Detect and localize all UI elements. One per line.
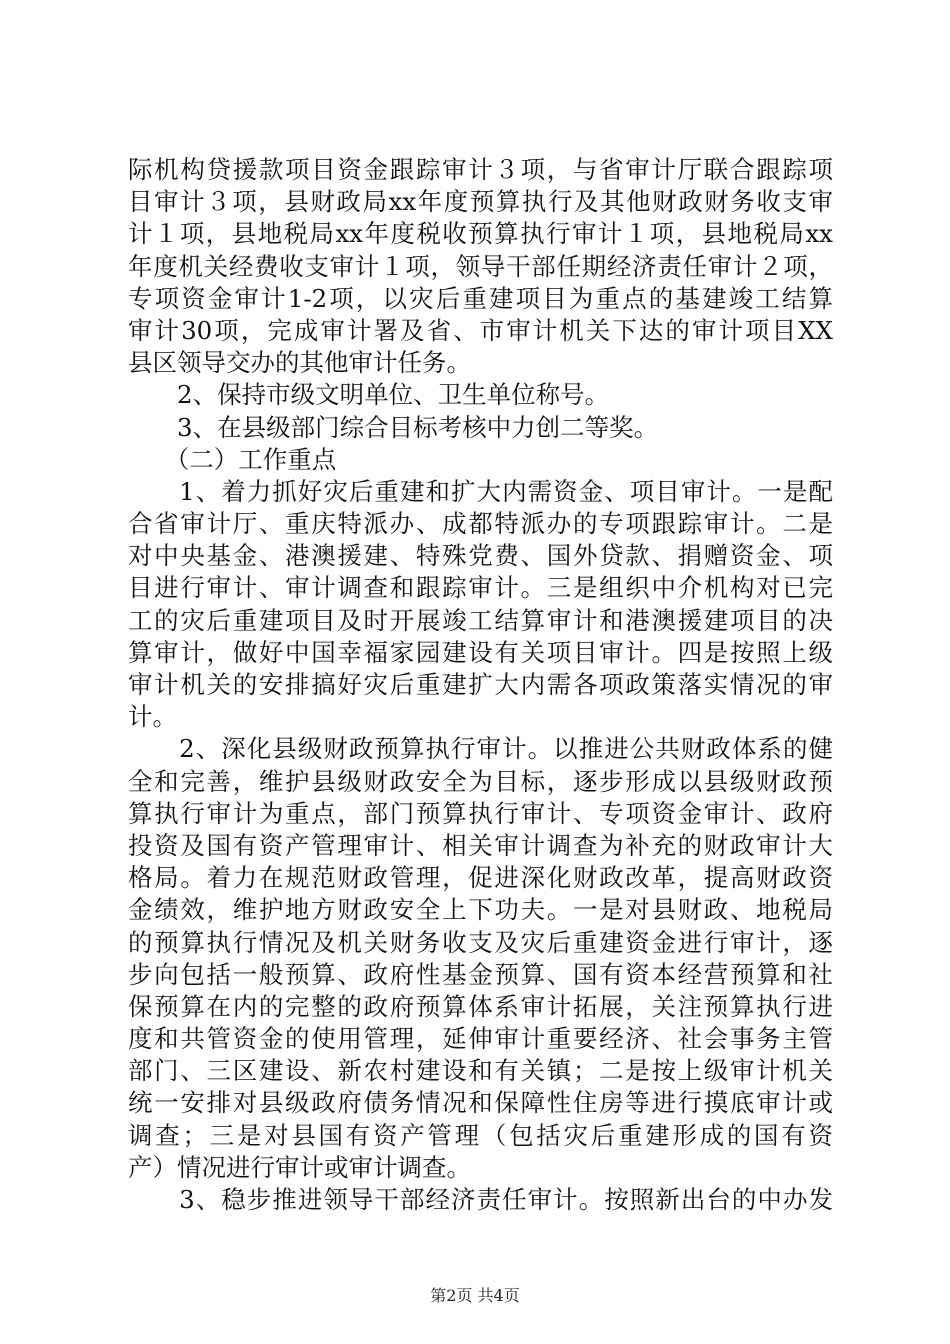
text-line: 调查；三是对县国有资产管理（包括灾后重建形成的国有资 xyxy=(128,1120,833,1150)
text-line: 产）情况进行审计或审计调查。 xyxy=(128,1152,471,1182)
document-body xyxy=(128,154,833,1216)
page-footer: 第2页 共4页 xyxy=(430,1286,520,1305)
text-line: 对中央基金、港澳援建、特殊党费、国外贷款、捐赠资金、项 xyxy=(128,541,833,571)
text-line: 格局。着力在规范财政管理，促进深化财政改革，提高财政资 xyxy=(128,863,833,893)
text-line: （二）工作重点 xyxy=(128,444,337,474)
text-line: 工的灾后重建项目及时开展竣工结算审计和港澳援建项目的决 xyxy=(128,605,833,635)
text-line: 审计30项，完成审计署及省、市审计机关下达的审计项目XX xyxy=(128,315,833,345)
text-line: 计。 xyxy=(128,702,177,732)
text-line: 算审计，做好中国幸福家园建设有关项目审计。四是按照上级 xyxy=(128,637,833,667)
text-line: 算执行审计为重点，部门预算执行审计、专项资金审计、政府 xyxy=(128,798,833,828)
text-line: 目进行审计、审计调查和跟踪审计。三是组织中介机构对已完 xyxy=(128,573,833,603)
text-line: 步向包括一般预算、政府性基金预算、国有资本经营预算和社 xyxy=(128,959,833,989)
text-line: 2、深化县级财政预算执行审计。以推进公共财政体系的健 xyxy=(128,734,833,764)
text-line: 专项资金审计1-2项，以灾后重建项目为重点的基建竣工结算 xyxy=(128,283,833,313)
text-line: 计１项，县地税局xx年度税收预算执行审计１项，县地税局xx xyxy=(128,219,833,249)
text-line: 金绩效，维护地方财政安全上下功夫。一是对县财政、地税局 xyxy=(128,895,833,925)
text-line: 保预算在内的完整的政府预算体系审计拓展，关注预算执行进 xyxy=(128,991,833,1021)
text-line: 度和共管资金的使用管理，延伸审计重要经济、社会事务主管 xyxy=(128,1024,833,1054)
text-line: 2、保持市级文明单位、卫生单位称号。 xyxy=(128,380,610,410)
text-line: 3、在县级部门综合目标考核中力创二等奖。 xyxy=(128,412,659,442)
text-line: 全和完善，维护县级财政安全为目标，逐步形成以县级财政预 xyxy=(128,766,833,796)
text-line: 3、稳步推进领导干部经济责任审计。按照新出台的中办发 xyxy=(128,1185,833,1214)
text-line: 目审计３项，县财政局xx年度预算执行及其他财政财务收支审 xyxy=(128,187,833,217)
text-line: 年度机关经费收支审计１项，领导干部任期经济责任审计２项， xyxy=(128,251,833,281)
text-line: 1、着力抓好灾后重建和扩大内需资金、项目审计。一是配 xyxy=(128,476,833,506)
text-line: 投资及国有资产管理审计、相关审计调查为补充的财政审计大 xyxy=(128,830,833,860)
text-line: 合省审计厅、重庆特派办、成都特派办的专项跟踪审计。二是 xyxy=(128,509,833,539)
text-line: 审计机关的安排搞好灾后重建扩大内需各项政策落实情况的审 xyxy=(128,670,833,699)
text-line: 部门、三区建设、新农村建设和有关镇；二是按上级审计机关 xyxy=(128,1056,833,1086)
text-line: 统一安排对县级政府债务情况和保障性住房等进行摸底审计或 xyxy=(128,1088,833,1118)
text-line: 的预算执行情况及机关财务收支及灾后重建资金进行审计，逐 xyxy=(128,927,833,957)
text-line: 际机构贷援款项目资金跟踪审计３项，与省审计厅联合跟踪项 xyxy=(128,155,833,184)
text-line: 县区领导交办的其他审计任务。 xyxy=(128,348,471,378)
